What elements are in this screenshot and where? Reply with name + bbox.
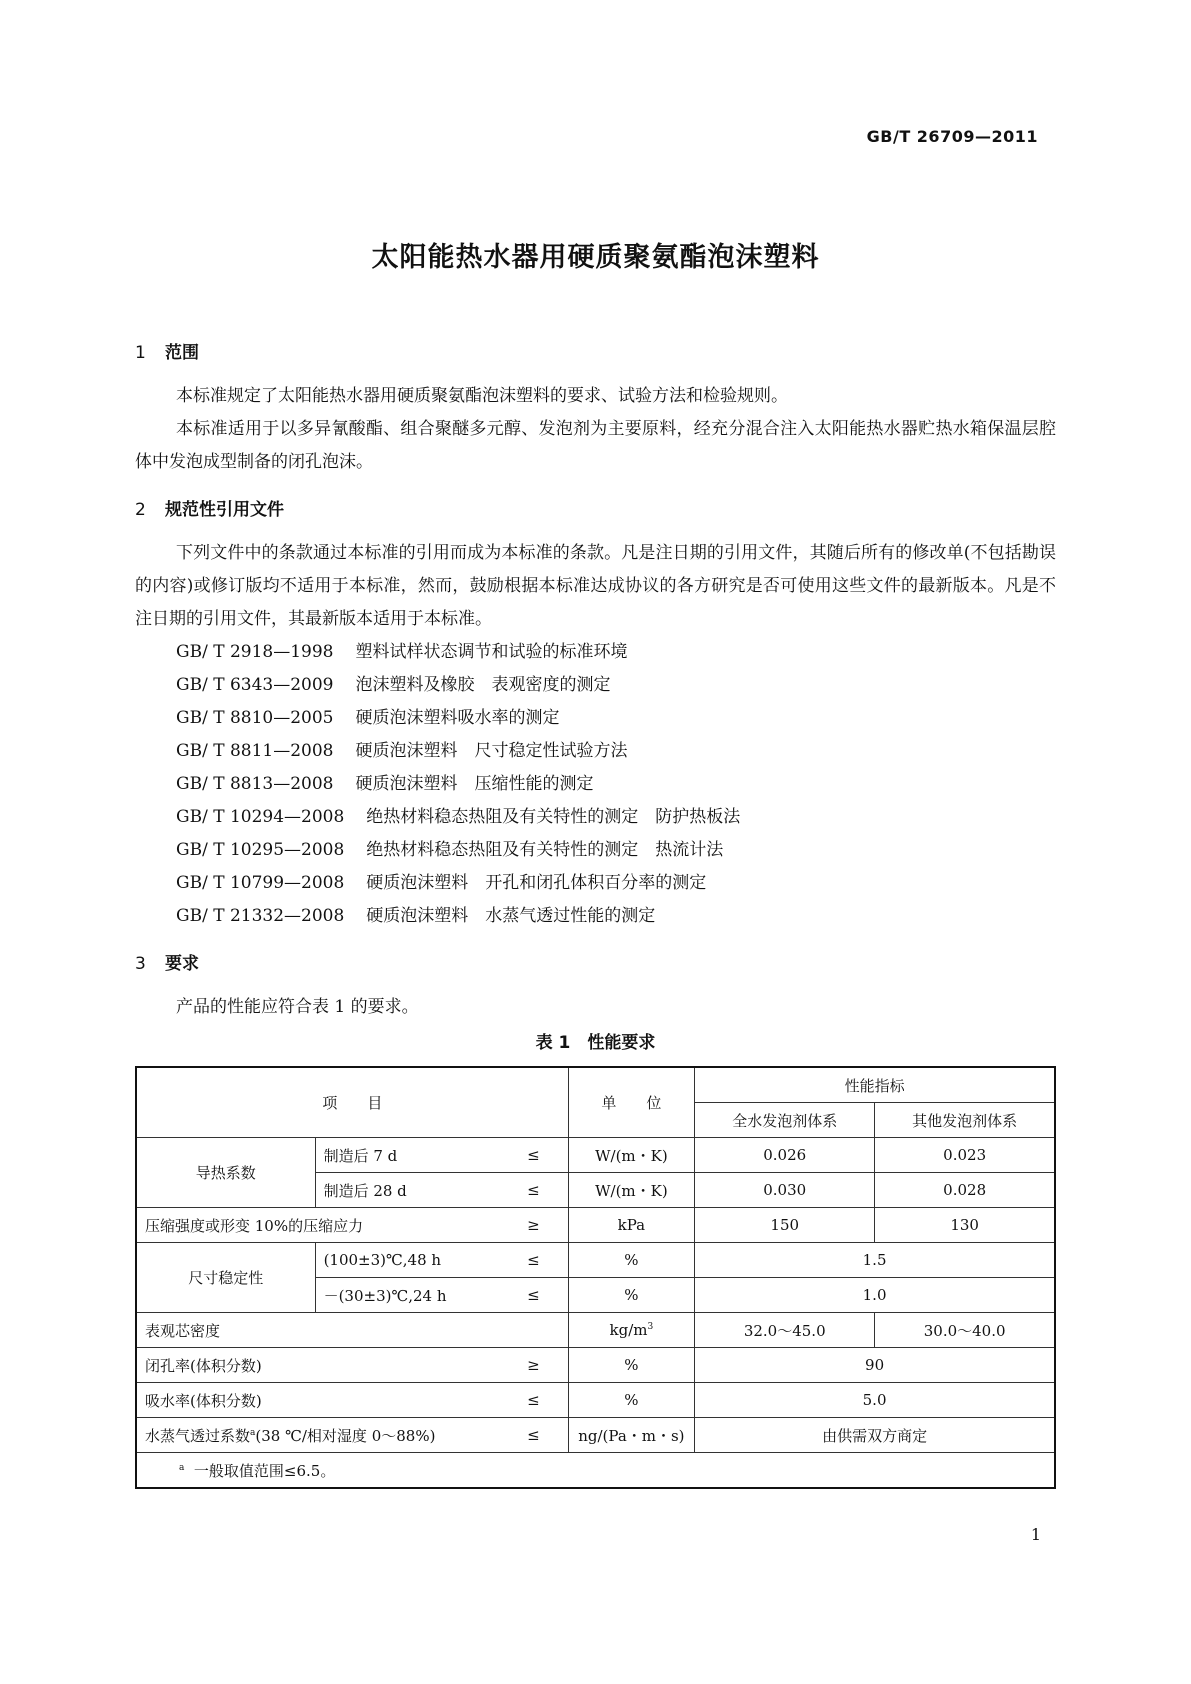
reference-item — [135, 801, 1056, 834]
footnote-text: 一般取值范围≤6.5。 — [193, 1461, 336, 1480]
row-value-a: 150 — [695, 1208, 875, 1243]
section-2-heading — [135, 497, 1056, 523]
reference-name: 绝热材料稳态热阻及有关特性的测定 热流计法 — [366, 840, 724, 860]
reference-item — [135, 834, 1056, 867]
section-1-heading — [135, 340, 1056, 366]
reference-code: GB/ T 6343—2009 — [176, 675, 334, 695]
row-label: 闭孔率(体积分数) — [136, 1348, 476, 1383]
reference-code: GB/ T 10799—2008 — [176, 873, 345, 893]
row-unit: % — [568, 1278, 695, 1313]
row-value: 90 — [695, 1348, 1055, 1383]
row-unit — [568, 1313, 695, 1348]
row-operator: ≥ — [476, 1208, 568, 1243]
label-text: 水蒸气透过系数 — [145, 1426, 251, 1445]
header-col-b: 其他发泡剂体系 — [875, 1103, 1055, 1138]
reference-code: GB/ T 2918—1998 — [176, 642, 334, 662]
row-condition: (100±3)℃,48 h — [315, 1243, 476, 1278]
table-row — [136, 1138, 1055, 1173]
row-value-b: 30.0～40.0 — [875, 1313, 1055, 1348]
unit-text: kg/m — [609, 1321, 648, 1339]
footnote-mark: a — [250, 1427, 256, 1438]
section-number: 1 — [135, 343, 146, 363]
row-condition: 制造后 7 d — [315, 1138, 476, 1173]
reference-code: GB/ T 10294—2008 — [176, 807, 345, 827]
unit-superscript: 3 — [647, 1322, 654, 1332]
reference-code: GB/ T 8810—2005 — [176, 708, 334, 728]
standard-number: GB/T 26709—2011 — [866, 127, 1038, 146]
paragraph: 本标准适用于以多异氰酸酯、组合聚醚多元醇、发泡剂为主要原料，经充分混合注入太阳能热水器贮热水箱保温层腔体中发泡成型制备的闭孔泡沫。 — [135, 419, 1056, 472]
row-value: 1.5 — [695, 1243, 1055, 1278]
row-value-b: 0.028 — [875, 1173, 1055, 1208]
row-operator: ≤ — [476, 1173, 568, 1208]
row-value: 5.0 — [695, 1383, 1055, 1418]
row-value-b: 130 — [875, 1208, 1055, 1243]
reference-item — [135, 702, 1056, 735]
row-unit: % — [568, 1348, 695, 1383]
row-label — [136, 1418, 476, 1453]
table-row — [136, 1243, 1055, 1278]
row-unit: kPa — [568, 1208, 695, 1243]
table-caption: 表 1 性能要求 — [535, 1033, 656, 1053]
reference-item — [135, 768, 1056, 801]
row-label: 导热系数 — [136, 1138, 315, 1208]
section-3-heading — [135, 951, 1056, 977]
reference-code: GB/ T 8811—2008 — [176, 741, 334, 761]
section-title: 范围 — [165, 343, 199, 363]
table-row — [136, 1348, 1055, 1383]
reference-name: 硬质泡沫塑料 压缩性能的测定 — [355, 774, 594, 794]
row-value: 1.0 — [695, 1278, 1055, 1313]
section-title: 规范性引用文件 — [165, 500, 284, 520]
row-unit: ng/(Pa・m・s) — [568, 1418, 695, 1453]
row-condition: 制造后 28 d — [315, 1173, 476, 1208]
performance-table — [135, 1066, 1056, 1489]
row-value-a: 0.030 — [695, 1173, 875, 1208]
table-row — [136, 1208, 1055, 1243]
page-number: 1 — [1030, 1525, 1041, 1544]
reference-name: 硬质泡沫塑料 开孔和闭孔体积百分率的测定 — [366, 873, 707, 893]
reference-code: GB/ T 10295—2008 — [176, 840, 345, 860]
document-body — [135, 340, 1056, 1489]
header-item: 项 目 — [136, 1067, 568, 1138]
section-number: 2 — [135, 500, 146, 520]
header-unit: 单 位 — [568, 1067, 695, 1138]
row-operator: ≤ — [476, 1278, 568, 1313]
row-operator: ≤ — [476, 1243, 568, 1278]
row-operator: ≤ — [476, 1418, 568, 1453]
row-unit: W/(m・K) — [568, 1138, 695, 1173]
label-condition: (38 ℃/相对湿度 0～88%) — [255, 1426, 436, 1445]
table-row — [136, 1418, 1055, 1453]
row-label: 尺寸稳定性 — [136, 1243, 315, 1313]
header-col-a: 全水发泡剂体系 — [695, 1103, 875, 1138]
reference-name: 绝热材料稳态热阻及有关特性的测定 防护热板法 — [366, 807, 741, 827]
row-label: 表观芯密度 — [136, 1313, 568, 1348]
footnote-mark: a — [179, 1462, 185, 1473]
row-operator: ≥ — [476, 1348, 568, 1383]
table-row — [136, 1313, 1055, 1348]
paragraph: 下列文件中的条款通过本标准的引用而成为本标准的条款。凡是注日期的引用文件，其随后所有的修改单(不包括勘误的内容)或修订版均不适用于本标准，然而，鼓励根据本标准达成协议的各方研究是否可使用这些文件的最新版本。凡是不注日期的引用文件，其最新版本适用于本标准。 — [135, 543, 1056, 629]
paragraph: 本标准规定了太阳能热水器用硬质聚氨酯泡沫塑料的要求、试验方法和检验规则。 — [176, 386, 788, 406]
row-label: 压缩强度或形变 10%的压缩应力 — [136, 1208, 476, 1243]
row-unit: W/(m・K) — [568, 1173, 695, 1208]
section-title: 要求 — [165, 954, 199, 974]
reference-item — [135, 900, 1056, 933]
reference-name: 硬质泡沫塑料 尺寸稳定性试验方法 — [355, 741, 628, 761]
row-value-a: 0.026 — [695, 1138, 875, 1173]
document-title: 太阳能热水器用硬质聚氨酯泡沫塑料 — [371, 242, 820, 273]
table-footnote-row — [136, 1453, 1055, 1489]
row-value-a: 32.0～45.0 — [695, 1313, 875, 1348]
reference-code: GB/ T 8813—2008 — [176, 774, 334, 794]
row-unit: % — [568, 1383, 695, 1418]
reference-name: 泡沫塑料及橡胶 表观密度的测定 — [355, 675, 611, 695]
row-label: 吸水率(体积分数) — [136, 1383, 476, 1418]
reference-name: 硬质泡沫塑料吸水率的测定 — [355, 708, 560, 728]
reference-item — [135, 735, 1056, 768]
table-header-row — [136, 1067, 1055, 1103]
table-row — [136, 1383, 1055, 1418]
paragraph: 产品的性能应符合表 1 的要求。 — [176, 997, 419, 1017]
table-footnote — [136, 1453, 1055, 1489]
row-operator: ≤ — [476, 1383, 568, 1418]
row-condition: －(30±3)℃,24 h — [315, 1278, 476, 1313]
reference-item — [135, 636, 1056, 669]
reference-code: GB/ T 21332—2008 — [176, 906, 345, 926]
reference-name: 塑料试样状态调节和试验的标准环境 — [355, 642, 628, 662]
reference-name: 硬质泡沫塑料 水蒸气透过性能的测定 — [366, 906, 656, 926]
row-operator: ≤ — [476, 1138, 568, 1173]
reference-item — [135, 867, 1056, 900]
row-value: 由供需双方商定 — [695, 1418, 1055, 1453]
header-performance: 性能指标 — [695, 1067, 1055, 1103]
row-value-b: 0.023 — [875, 1138, 1055, 1173]
row-unit: % — [568, 1243, 695, 1278]
section-number: 3 — [135, 954, 146, 974]
reference-item — [135, 669, 1056, 702]
